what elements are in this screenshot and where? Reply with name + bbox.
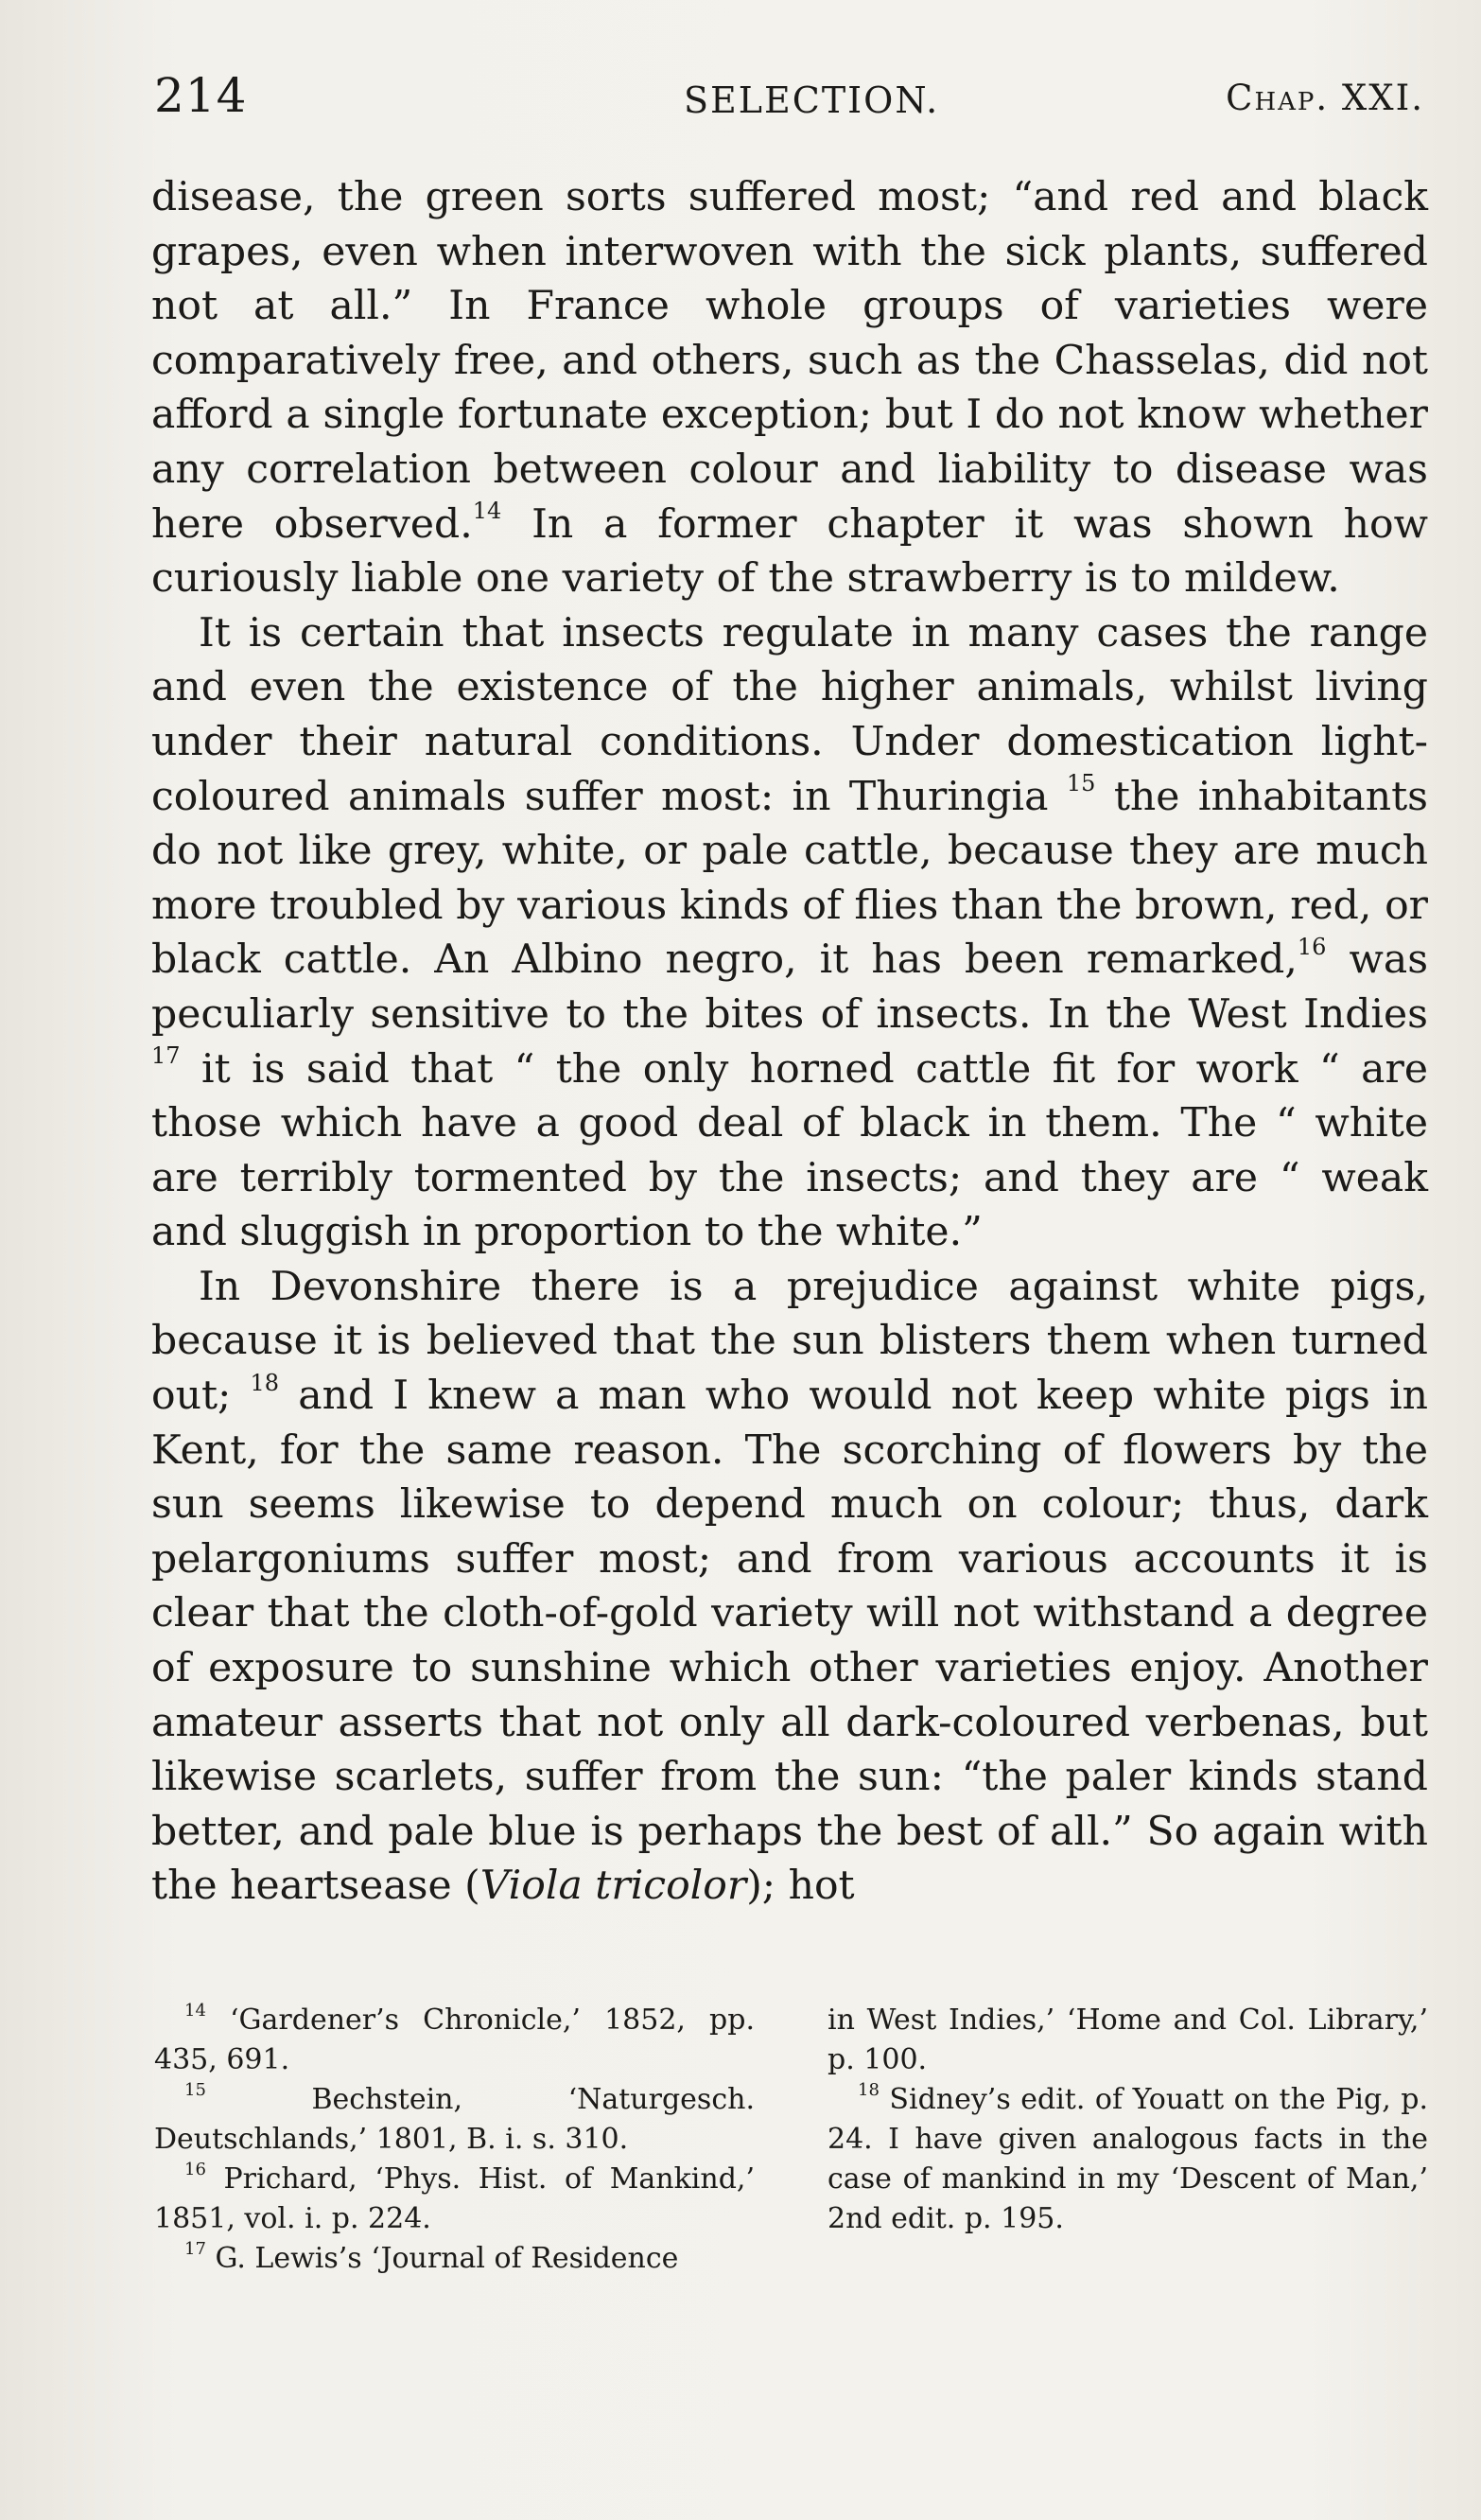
text-run: ); hot xyxy=(746,1863,855,1910)
footnote-text: G. Lewis’s ‘Journal of Residence xyxy=(215,2242,679,2275)
footnote-text: Sidney’s edit. of Youatt on the Pig, p. 24. I have given analogous facts in the case of mankind in my ‘Descent of Man,’ 2nd edit. p. 195. xyxy=(828,2083,1428,2235)
footnote-number: 15 xyxy=(184,2080,206,2100)
chapter-label: Chap. XXI. xyxy=(1226,78,1424,118)
footnote-text: in West Indies,’ ‘Home and Col. Library,’ p. 100. xyxy=(828,2004,1428,2076)
body-text xyxy=(151,170,1428,1914)
page-header xyxy=(154,68,1424,134)
footnote-ref-14: 14 xyxy=(472,498,502,525)
footnotes-left-column xyxy=(154,2001,755,2279)
footnote-number: 16 xyxy=(184,2160,206,2179)
paragraph-1 xyxy=(151,170,1428,606)
footnote-17 xyxy=(154,2239,755,2279)
footnote-16 xyxy=(154,2160,755,2239)
footnote-text: Prichard, ‘Phys. Hist. of Mankind,’ 1851, vol. i. p. 224. xyxy=(154,2162,756,2235)
paragraph-3 xyxy=(151,1260,1428,1914)
text-run: It is certain that insects regulate in many cases the range and even the existence of the higher animals, whilst living under their natural conditions. Under domestication light-coloured animals suffer most: in Thuringia xyxy=(151,609,1428,820)
footnote-text: Bechstein, ‘Naturgesch. Deutschlands,’ 1801, B. i. s. 310. xyxy=(154,2083,755,2156)
footnote-text: ‘Gardener’s Chronicle,’ 1852, pp. 435, 691. xyxy=(154,2004,755,2076)
footnote-17-continued xyxy=(828,2001,1428,2080)
footnote-number: 18 xyxy=(858,2080,880,2100)
paragraph-2 xyxy=(151,606,1428,1260)
italic-species-name: Viola tricolor xyxy=(479,1863,747,1910)
footnote-ref-17: 17 xyxy=(151,1042,181,1070)
footnote-ref-15: 15 xyxy=(1066,770,1096,797)
footnote-ref-16: 16 xyxy=(1297,934,1327,961)
text-run: the inhabitants do not like grey, white, or pale cattle, because they are much more troubled by various kinds of flies than the brown, red, or black cattle. An Albino negro, it has been remarked, xyxy=(151,773,1428,984)
footnote-number: 14 xyxy=(184,2001,206,2021)
footnote-14 xyxy=(154,2001,755,2080)
footnotes-right-column xyxy=(828,2001,1428,2279)
page-number: 214 xyxy=(154,68,248,123)
text-run: and I knew a man who would not keep white pigs in Kent, for the same reason. The scorching of flowers by the sun seems likewise to depend much on colour; thus, dark pelargoniums suffer most; and from various accounts it is clear that the cloth-of-gold variety will not withstand a degree of exposure to sunshine which other varieties enjoy. Another amateur asserts that not only all dark-coloured verbenas, but likewise scarlets, suffer from the sun: “the paler kinds stand better, and pale blue is perhaps the best of all.” So again with the heartsease ( xyxy=(151,1373,1428,1910)
text-run: disease, the green sorts suffered most; “and red and black grapes, even when interwoven with the sick plants, suffered not at all.” In France whole groups of varieties were comparatively free, and others, such as the Chasselas, did not afford a single fortunate exception; but I do not know whether any correlation between colour and liability to disease was here observed. xyxy=(151,174,1428,548)
footnote-number: 17 xyxy=(184,2239,206,2259)
text-run: was peculiarly sensitive to the bites of insects. In the West Indies xyxy=(151,936,1428,1038)
running-title: SELECTION. xyxy=(684,79,940,121)
footnote-15 xyxy=(154,2080,755,2160)
text-run: it is said that “ the only horned cattle fit for work “ are those which have a good deal of black in them. The “ white are terribly tormented by the insects; and they are “ weak and sluggish in proportion to the white.” xyxy=(151,1045,1428,1256)
text-run: In a former chapter it was shown how curiously liable one variety of the strawberry is to mildew. xyxy=(151,500,1428,603)
text-run: In Devonshire there is a prejudice against white pigs, because it is believed that the sun blisters them when turned out; xyxy=(151,1263,1428,1420)
footnote-ref-18: 18 xyxy=(250,1369,280,1396)
footnotes xyxy=(154,2001,1428,2279)
footnote-18 xyxy=(828,2080,1428,2239)
